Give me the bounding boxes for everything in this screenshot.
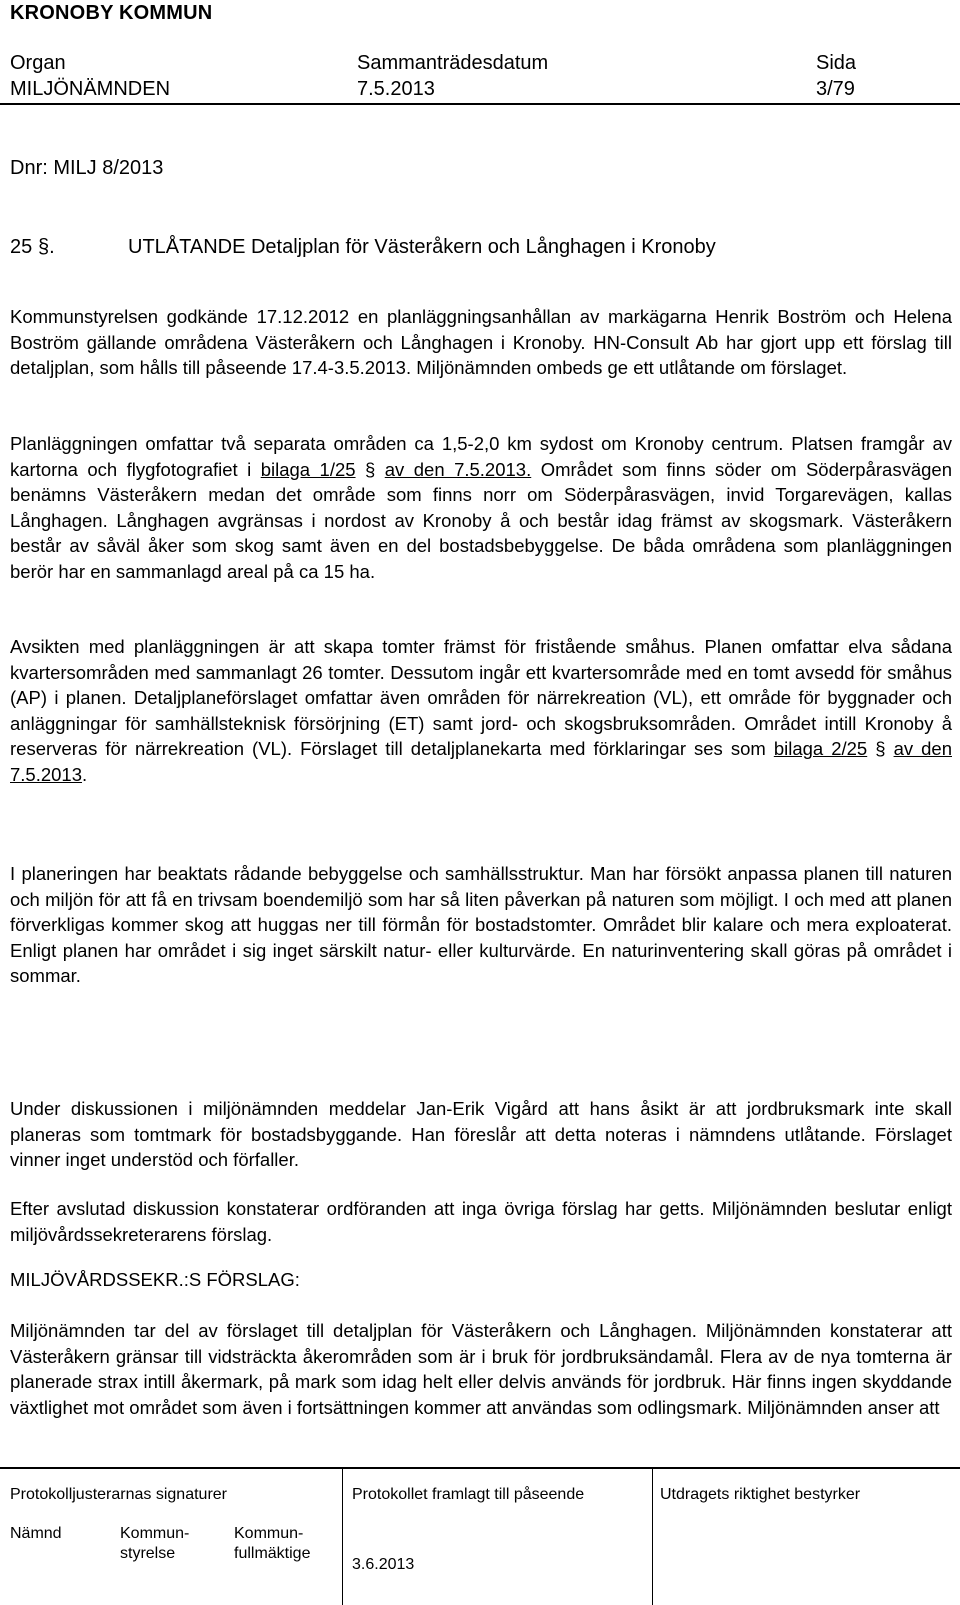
paragraph-purpose <box>10 634 952 788</box>
item-title: UTLÅTANDE Detaljplan för Västeråkern och Långhagen i Kronoby <box>128 236 716 258</box>
header-table <box>0 50 960 102</box>
section-sign: § <box>867 738 894 760</box>
paragraph-discussion <box>10 1096 952 1173</box>
paragraph-end: . <box>82 763 88 785</box>
section-sign: § <box>355 458 385 480</box>
item-heading <box>10 234 716 260</box>
footer-divider <box>0 1467 960 1469</box>
paragraph-text: Avsikten med planläggningen är att skapa tomter främst för fristående småhus. Planen omfattar elva sådana kvartersområden med sammanlagt 26 tomter. Dessutom ingår ett kvartersområde med en tomt avsedd för småhus (AP) i planen. Detaljplaneförslaget omfattar även områden för närrekreation (VL), ett område för byggnader och anläggningar för samhällsteknisk försörjning (ET) samt jord- och skogsbruksområden. Området intill Kronoby å reserveras för närrekreation (VL). Förslaget till detaljplanekarta med förklaringar ses som <box>10 636 952 760</box>
paragraph-planning-area <box>10 431 952 585</box>
organ-value: MILJÖNÄMNDEN <box>10 78 171 100</box>
municipality-name: KRONOBY KOMMUN <box>10 2 213 24</box>
paragraph-text: Efter avslutad diskussion konstaterar ordföranden att inga övriga förslag har getts. Miljönämnden beslutar enligt miljövårdssekreterarens förslag. <box>10 1198 952 1245</box>
footer-column-separator <box>652 1469 653 1605</box>
signature-label-line2: fullmäktige <box>234 1545 311 1562</box>
diary-number: Dnr: MILJ 8/2013 <box>10 157 164 179</box>
paragraph-text: Miljönämnden tar del av förslaget till detaljplan för Västeråkern och Långhagen. Miljönämnden konstaterar att Västeråkern gränsar till vidsträckta åkerområden som är i bruk för jordbruksändamål. Flera av de nya tomterna är planerade strax intill åkermark, på mark som idag helt eller delvis används för jordbruk. Här finns ingen skyddande växtlighet mot området som även i fortsättningen kommer att användas som odlingsmark. Miljönämnden anser att <box>10 1320 952 1418</box>
date-label: Sammanträdesdatum <box>357 52 549 74</box>
posted-label: Protokollet framlagt till påseende <box>352 1486 585 1503</box>
signatures-label: Protokolljusterarnas signaturer <box>10 1486 227 1503</box>
paragraph-text: I planeringen har beaktats rådande bebyggelse och samhällsstruktur. Man har försökt anpassa planen till naturen och miljön för att få en trivsam boendemiljö som har så liten påverkan på naturen som möjligt. I och med att planen förverkligas kommer skog att huggas ner till förmån för bostadstomter. Området blir kalare och mera exploaterat. Enligt planen har området i sig inget särskilt natur- eller kulturvärde. En naturinventering skall göras på området i sommar. <box>10 863 952 987</box>
paragraph-proposal <box>10 1318 952 1420</box>
posted-date: 3.6.2013 <box>352 1556 415 1573</box>
paragraph-text: Planläggningen omfattar två separata områden ca 1,5-2,0 km sydost om Kronoby centrum. Platsen framgår av kartorna och flygfotografiet i <box>10 433 952 480</box>
page-label: Sida <box>816 52 857 74</box>
paragraph-text: Under diskussionen i miljönämnden meddelar Jan-Erik Vigård att hans åsikt är att jordbruksmark inte skall planeras som tomtmark för bostadsbyggande. Han föreslår att detta noteras i nämndens utlåtande. Förslaget vinner inget understöd och förfaller. <box>10 1098 952 1171</box>
paragraph-decision <box>10 1196 952 1247</box>
date-value: 7.5.2013 <box>357 78 435 100</box>
item-number: 25 <box>10 236 33 258</box>
page-number: 3/79 <box>816 78 855 100</box>
signature-namnd-label: Nämnd <box>10 1525 62 1542</box>
signature-namnd <box>10 1524 62 1544</box>
section-sign: §. <box>38 236 55 258</box>
organ-label: Organ <box>10 52 66 74</box>
signature-label-line1: Kommun- <box>234 1525 304 1542</box>
paragraph-text: Området som finns söder om Söderpårasvägen benämns Västeråkern medan det område som finns norr om Söderpårasvägen, invid Torgarevägen, kallas Långhagen. Långhagen avgränsas i nordost av Kronoby å och består idag främst av skogsmark. Västeråkern består av såväl åker som skog samt även en del bostadsbebyggelse. De båda områdena som planläggningen berör har en sammanlagd areal på ca 15 ha. <box>10 458 952 582</box>
proposal-heading <box>10 1267 952 1293</box>
paragraph-planning-considerations <box>10 861 952 989</box>
signature-label-line1: Kommun- <box>120 1525 190 1542</box>
signature-label-line2: styrelse <box>120 1545 176 1562</box>
attachment-date: av den 7.5.2013 <box>10 738 952 785</box>
paragraph-text: Kommunstyrelsen godkände 17.12.2012 en planläggningsanhållan av markägarna Henrik Boström och Helena Boström gällande områdena Västeråkern och Långhagen i Kronoby. HN-Consult Ab har gjort upp ett förslag till detaljplan, som hålls till påseende 17.4-3.5.2013. Miljönämnden ombeds ge ett utlåtande om förslaget. <box>10 306 952 379</box>
header-divider <box>0 103 960 105</box>
signature-kommunfullmaktige <box>234 1524 310 1564</box>
paragraph-text: MILJÖVÅRDSSEKR.:S FÖRSLAG: <box>10 1269 300 1290</box>
footer-column-separator <box>342 1469 343 1605</box>
attachment-link: bilaga 2/25 <box>773 738 868 760</box>
certified-label: Utdragets riktighet bestyrker <box>660 1486 861 1503</box>
paragraph-background <box>10 304 952 381</box>
signature-kommunstyrelse <box>120 1524 189 1564</box>
attachment-link: bilaga 1/25 <box>260 458 356 480</box>
attachment-date: av den 7.5.2013. <box>384 458 532 480</box>
